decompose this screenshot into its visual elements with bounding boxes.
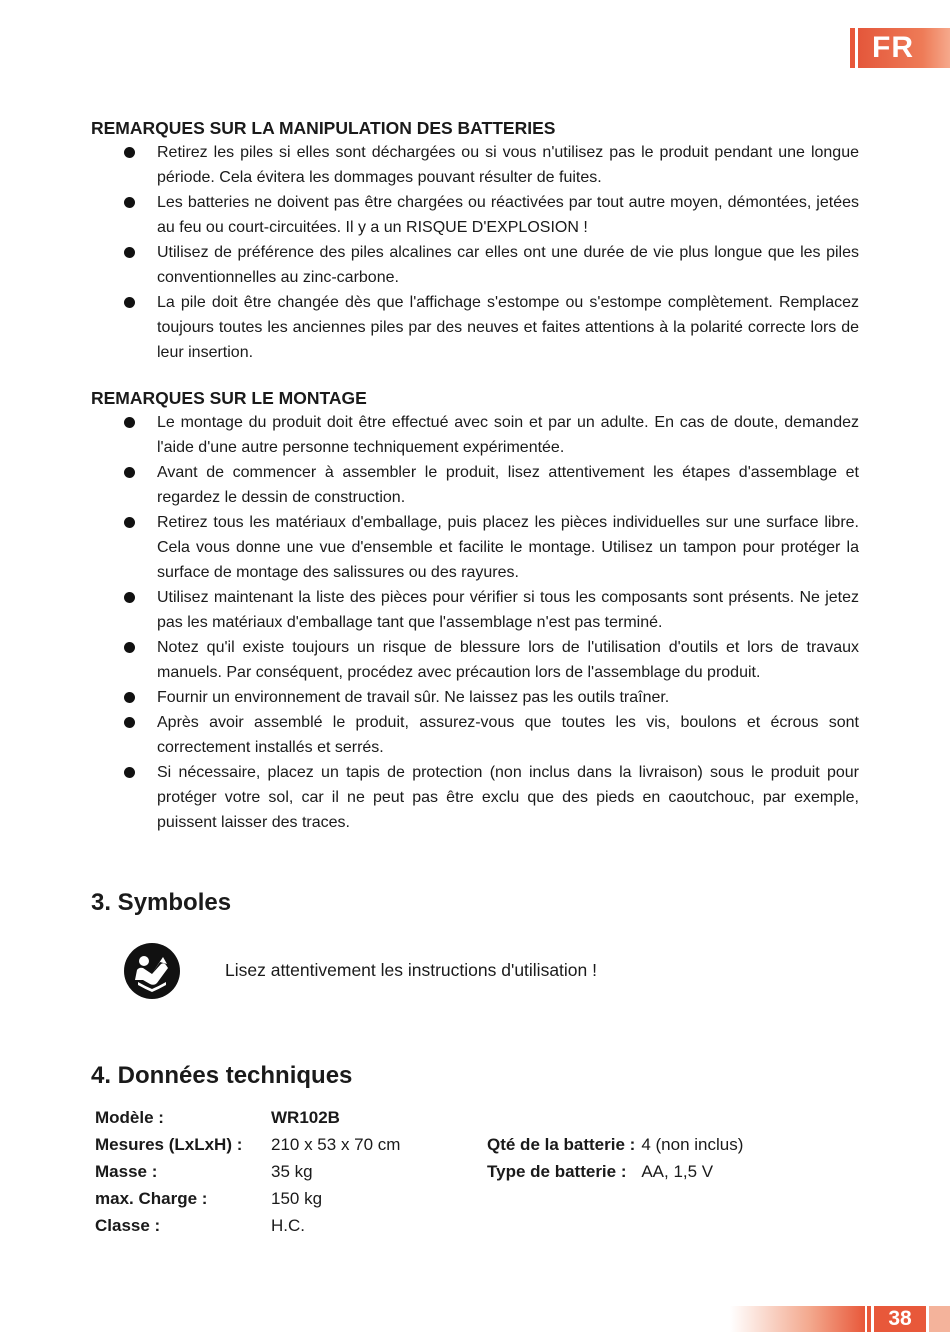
bullet-icon xyxy=(124,692,135,703)
page-number-gradient xyxy=(730,1306,865,1332)
list-item xyxy=(91,685,859,710)
page-number: 38 xyxy=(874,1306,926,1332)
spec-value-2: AA, 1,5 V xyxy=(641,1161,714,1181)
batteries-list xyxy=(91,140,859,365)
bullet-icon xyxy=(124,247,135,258)
assembly-list xyxy=(91,410,859,835)
page-number-badge xyxy=(730,1306,950,1332)
spec-value-2 xyxy=(641,1185,743,1212)
list-item xyxy=(91,410,859,460)
list-item-text: Fournir un environnement de travail sûr. Ne laissez pas les outils traîner. xyxy=(157,689,670,706)
tech-specs-table xyxy=(95,1104,743,1239)
list-item-text: Retirez tous les matériaux d'emballage, puis placez les pièces individuelles sur une surface libre. Cela vous donne une vue d'ensemble et facilite le montage. Utilisez un tampon pour protéger la surface de montage des salissures ou des rayures. xyxy=(157,514,859,581)
list-item-text: Si nécessaire, placez un tapis de protection (non inclus dans la livraison) sous le produit pour protéger votre sol, car il ne peut pas être exclu que des pieds en caoutchouc, par exemple, puissent laisser des traces. xyxy=(157,764,859,831)
list-item-text: Retirez les piles si elles sont déchargées ou si vous n'utilisez pas le produit pendant une longue période. Cela évitera les dommages pouvant résulter de fuites. xyxy=(157,144,859,186)
spec-label-2 xyxy=(487,1104,641,1131)
list-item-text: Notez qu'il existe toujours un risque de blessure lors de l'utilisation d'outils et lors de travaux manuels. Par conséquent, procédez avec précaution lors de l'assemblage du produit. xyxy=(157,639,859,681)
page-number-tail xyxy=(929,1306,950,1332)
page-number-separator xyxy=(867,1306,871,1332)
spec-label: Mesures (LxLxH) : xyxy=(95,1134,243,1154)
bullet-icon xyxy=(124,147,135,158)
spec-label-2 xyxy=(487,1185,641,1212)
spec-value: WR102B xyxy=(271,1107,340,1127)
tech-heading: 4. Données techniques xyxy=(91,1062,353,1089)
bullet-icon xyxy=(124,467,135,478)
bullet-icon xyxy=(124,767,135,778)
list-item xyxy=(91,290,859,365)
table-row xyxy=(95,1212,743,1239)
list-item-text: Le montage du produit doit être effectué avec soin et par un adulte. En cas de doute, demandez l'aide d'une autre personne techniquement expérimentée. xyxy=(157,414,859,456)
main-content xyxy=(91,116,859,835)
spec-value-2 xyxy=(641,1104,743,1131)
spec-value: 210 x 53 x 70 cm xyxy=(271,1134,401,1154)
spec-value-2 xyxy=(641,1212,743,1239)
spec-label: Modèle : xyxy=(95,1107,164,1127)
list-item-text: La pile doit être changée dès que l'affichage s'estompe ou s'estompe complètement. Remplacez toujours toutes les anciennes piles par des neuves et faites attentions à la polarité correcte lors de leur insertion. xyxy=(157,294,859,361)
table-row xyxy=(95,1104,743,1131)
spec-label: max. Charge : xyxy=(95,1188,208,1208)
symbol-description: Lisez attentivement les instructions d'utilisation ! xyxy=(225,960,597,980)
bullet-icon xyxy=(124,642,135,653)
bullet-icon xyxy=(124,517,135,528)
bullet-icon xyxy=(124,417,135,428)
list-item-text: Les batteries ne doivent pas être chargées ou réactivées par tout autre moyen, démontées, jetées au feu ou court-circuitées. Il y a un RISQUE D'EXPLOSION ! xyxy=(157,194,859,236)
bullet-icon xyxy=(124,297,135,308)
symbol-row xyxy=(123,942,823,1000)
list-item xyxy=(91,710,859,760)
table-row xyxy=(95,1131,743,1158)
symbols-heading: 3. Symboles xyxy=(91,889,232,916)
list-item-text: Utilisez de préférence des piles alcalines car elles ont une durée de vie plus longue que les piles conventionnelles au zinc-carbone. xyxy=(157,244,859,286)
spec-value: 35 kg xyxy=(271,1161,313,1181)
list-item xyxy=(91,510,859,585)
spec-label-2: Type de batterie : xyxy=(487,1161,627,1181)
spec-label-2: Qté de la batterie : xyxy=(487,1134,636,1154)
spec-value-2: 4 (non inclus) xyxy=(641,1134,744,1154)
batteries-heading: REMARQUES SUR LA MANIPULATION DES BATTERIES xyxy=(91,118,556,138)
spec-label: Masse : xyxy=(95,1161,158,1181)
spec-label: Classe : xyxy=(95,1215,161,1235)
table-row xyxy=(95,1158,743,1185)
bullet-icon xyxy=(124,592,135,603)
read-manual-icon xyxy=(123,942,181,1000)
language-tab-stripe xyxy=(850,28,855,68)
language-label: FR xyxy=(858,28,950,68)
list-item xyxy=(91,140,859,190)
table-row xyxy=(95,1185,743,1212)
list-item xyxy=(91,635,859,685)
list-item xyxy=(91,240,859,290)
assembly-heading: REMARQUES SUR LE MONTAGE xyxy=(91,388,367,408)
list-item-text: Après avoir assemblé le produit, assurez-vous que toutes les vis, boulons et écrous sont correctement installés et serrés. xyxy=(157,714,859,756)
spec-value: 150 kg xyxy=(271,1188,323,1208)
bullet-icon xyxy=(124,197,135,208)
list-item xyxy=(91,460,859,510)
spec-value: H.C. xyxy=(271,1215,305,1235)
list-item-text: Utilisez maintenant la liste des pièces pour vérifier si tous les composants sont présents. Ne jetez pas les matériaux d'emballage tant que l'assemblage n'est pas terminé. xyxy=(157,589,859,631)
list-item xyxy=(91,190,859,240)
bullet-icon xyxy=(124,717,135,728)
list-item xyxy=(91,760,859,835)
list-item-text: Avant de commencer à assembler le produit, lisez attentivement les étapes d'assemblage et regardez le dessin de construction. xyxy=(157,464,859,506)
language-tab xyxy=(850,28,950,68)
spec-label-2 xyxy=(487,1212,641,1239)
list-item xyxy=(91,585,859,635)
